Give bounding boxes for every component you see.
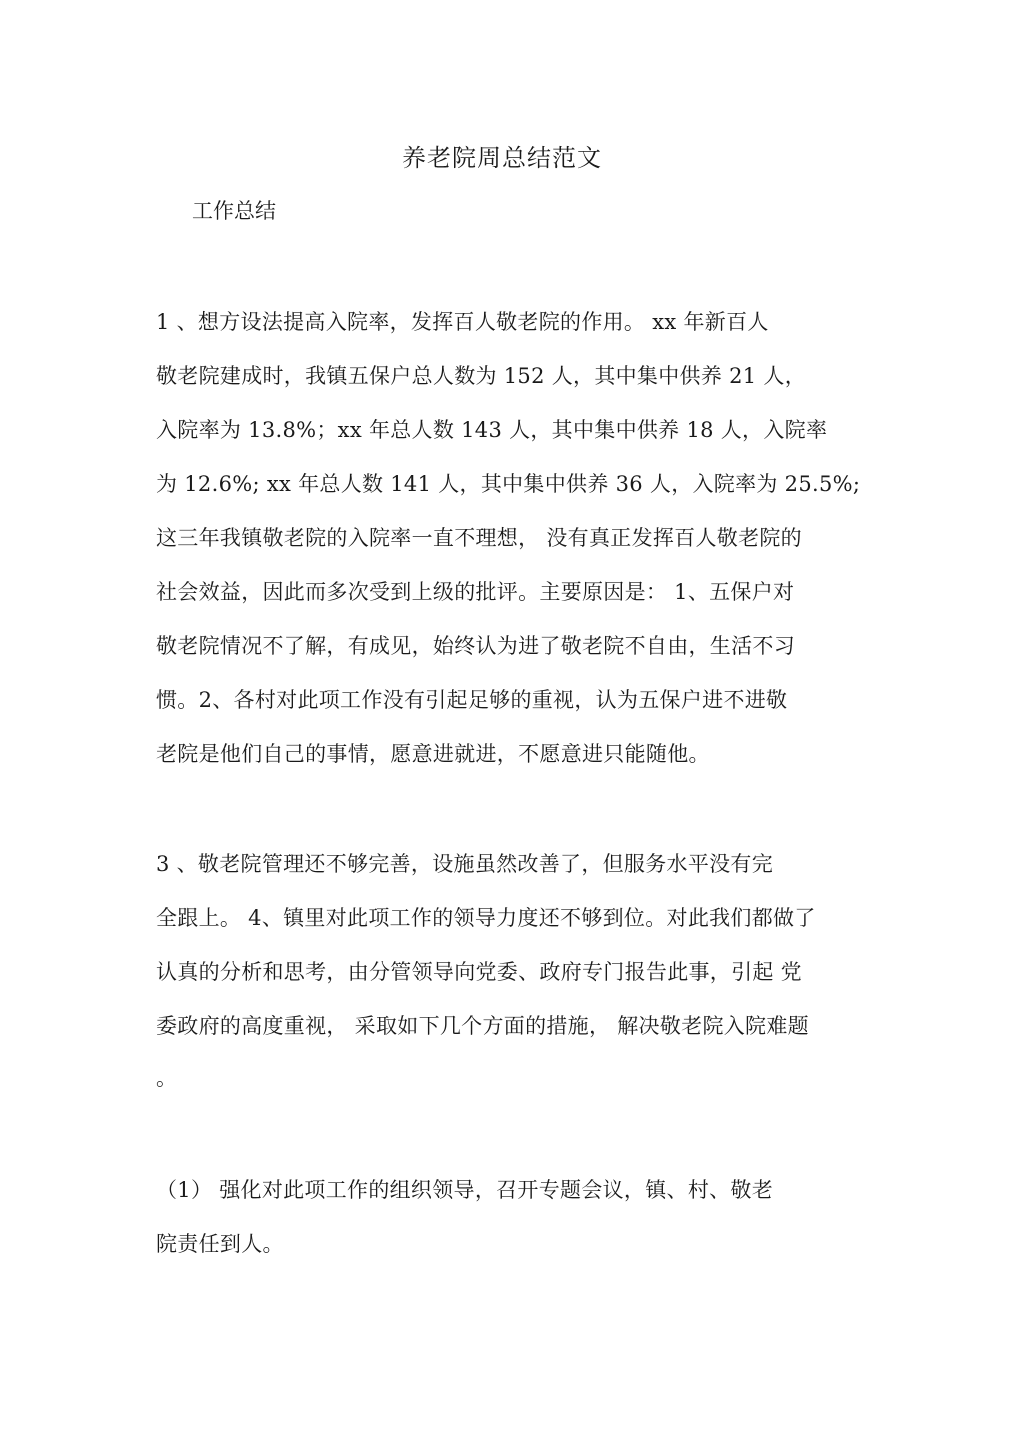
paragraph-line: 全跟上。 4、镇里对此项工作的领导力度还不够到位。对此我们都做了 <box>156 906 816 930</box>
paragraph-line: 3 、敬老院管理还不够完善，设施虽然改善了，但服务水平没有完 <box>156 852 774 876</box>
paragraph-line: 敬老院建成时，我镇五保户总人数为 152 人，其中集中供养 21 人， <box>156 364 807 388</box>
paragraph-line: 。 <box>156 1066 178 1090</box>
paragraph-line: 为 12.6%; xx 年总人数 141 人，其中集中供养 36 人，入院率为 25.5%; <box>156 472 861 496</box>
document-title: 养老院周总结范文 <box>402 144 602 172</box>
paragraph-line: 老院是他们自己的事情，愿意进就进，不愿意进只能随他。 <box>156 742 710 766</box>
paragraph-line: （1） 强化对此项工作的组织领导，召开专题会议，镇、村、敬老 <box>156 1178 774 1202</box>
paragraph-line: 敬老院情况不了解，有成见，始终认为进了敬老院不自由，生活不习 <box>156 634 795 658</box>
paragraph-line: 认真的分析和思考，由分管领导向党委、政府专门报告此事，引起 党 <box>156 960 802 984</box>
paragraph-line: 委政府的高度重视， 采取如下几个方面的措施， 解决敬老院入院难题 <box>156 1014 809 1038</box>
paragraph-line: 院责任到人。 <box>156 1232 284 1256</box>
paragraph-line: 入院率为 13.8%；xx 年总人数 143 人，其中集中供养 18 人，入院率 <box>156 418 828 442</box>
paragraph-line: 社会效益，因此而多次受到上级的批评。主要原因是： 1、五保户对 <box>156 580 795 604</box>
paragraph-line: 1 、想方设法提高入院率，发挥百人敬老院的作用。 xx 年新百人 <box>156 310 769 334</box>
paragraph-line: 这三年我镇敬老院的入院率一直不理想， 没有真正发挥百人敬老院的 <box>156 526 802 550</box>
paragraph-line: 惯。2、各村对此项工作没有引起足够的重视，认为五保户进不进敬 <box>156 688 788 712</box>
document-subtitle: 工作总结 <box>192 199 276 223</box>
